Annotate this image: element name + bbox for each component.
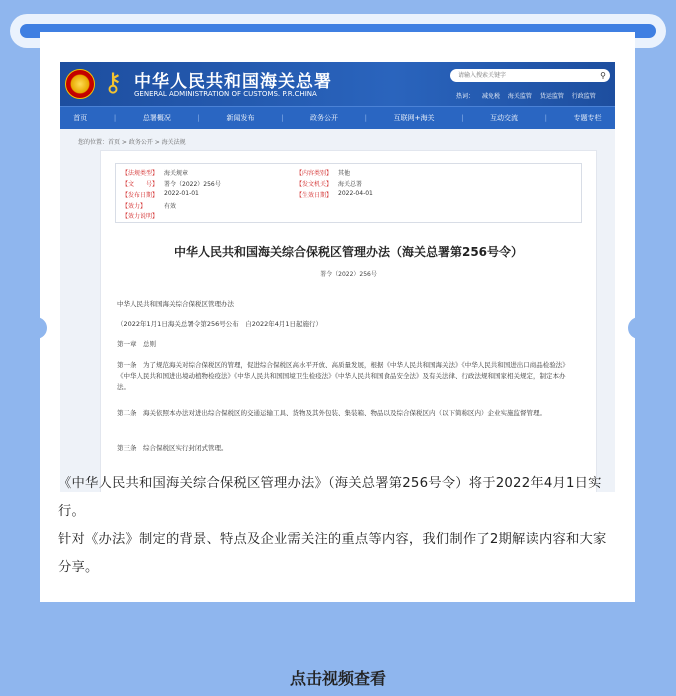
document-paragraph: 第三条 综合保税区实行封闭式管理。 — [117, 444, 228, 452]
info-row — [116, 168, 581, 178]
site-title: 中华人民共和国海关总署 — [134, 72, 332, 92]
breadcrumb: 您的位置：首页 > 政务公开 > 海关法规 — [78, 139, 186, 146]
info-row — [116, 179, 581, 189]
nav-divider: | — [197, 114, 200, 122]
search-placeholder: 请输入搜索关键字 — [458, 72, 507, 79]
info-value: 署令（2022）256号 — [164, 181, 221, 188]
document-paragraph: 中华人民共和国海关综合保税区管理办法 — [117, 300, 234, 308]
info-label: 【发布日期】 — [122, 192, 159, 199]
nav-interaction[interactable]: 互动交流 — [490, 114, 519, 122]
info-value: 2022-01-01 — [164, 190, 199, 197]
document-paragraph: 第一章 总则 — [117, 340, 156, 348]
nav-news[interactable]: 新闻发布 — [226, 114, 255, 122]
card-notch-left — [33, 317, 47, 339]
website-screenshot — [60, 62, 615, 492]
caption-line: 针对《办法》制定的背景、特点及企业需关注的重点等内容，我们制作了2期解读内容和大家分享。 — [58, 532, 607, 575]
info-label: 【内容类别】 — [296, 170, 333, 177]
info-row — [116, 190, 581, 200]
content-card — [40, 32, 635, 602]
nav-divider: | — [544, 114, 548, 122]
search-icon[interactable]: ⚲ — [600, 71, 606, 80]
nav-divider: | — [281, 114, 284, 122]
document-info-table — [115, 163, 582, 223]
hot-links-label: 热词： — [456, 93, 475, 100]
info-label: 【效力说明】 — [122, 213, 159, 220]
document-paragraph: 第二条 海关依照本办法对进出综合保税区的交通运输工具、货物及其外包装、集装箱、物品以及综合保税区内（以下简称区内）企业实施监督管理。 — [117, 409, 546, 417]
info-label: 【效力】 — [122, 203, 147, 210]
info-row — [116, 201, 581, 211]
national-emblem-icon — [65, 69, 95, 99]
site-header — [60, 62, 615, 106]
hot-links — [456, 91, 602, 100]
hot-link[interactable]: 海关监管 — [507, 93, 532, 100]
nav-divider: | — [364, 114, 367, 122]
info-value: 海关总署 — [338, 181, 363, 188]
document-title: 中华人民共和国海关综合保税区管理办法（海关总署第256号令） — [173, 245, 524, 259]
site-subtitle: GENERAL ADMINISTRATION OF CUSTOMS. P.R.CHINA — [134, 90, 317, 98]
hot-link[interactable]: 货运监管 — [539, 93, 564, 100]
search-input[interactable] — [450, 69, 610, 82]
nav-overview[interactable]: 总署概况 — [142, 114, 171, 122]
document-number: 署令（2022）256号 — [320, 271, 377, 278]
nav-internet-customs[interactable]: 互联网+海关 — [393, 114, 435, 122]
info-label: 【生效日期】 — [296, 192, 333, 199]
article-caption — [58, 470, 618, 582]
watch-video-link[interactable]: 点击视频查看 — [289, 669, 386, 688]
main-nav — [60, 106, 615, 129]
customs-key-icon: ⚷ — [103, 68, 123, 98]
info-value: 2022-04-01 — [338, 190, 373, 197]
info-row — [116, 211, 581, 221]
document-panel — [100, 150, 597, 492]
info-value: 有效 — [164, 203, 177, 210]
info-label: 【发文机关】 — [296, 181, 333, 188]
info-value: 海关规章 — [164, 170, 189, 177]
nav-divider: | — [113, 114, 117, 122]
document-paragraph: 第一条 为了规范海关对综合保税区的管理，促进综合保税区高水平开放、高质量发展，根据《中华人民共和国海关法》《中华人民共和国进出口商品检验法》《中华人民共和国进出境动植物检疫法》《中华人民共和国国境卫生检疫法》《中华人民共和国食品安全法》及有关法律、行政法规和国家相关规定，制定本办法。 — [117, 361, 569, 391]
caption-line: 《中华人民共和国海关综合保税区管理办法》（海关总署第256号令）将于2022年4月1日实行。 — [58, 476, 602, 519]
info-value: 其他 — [338, 170, 351, 177]
nav-affairs[interactable]: 政务公开 — [310, 114, 339, 122]
nav-divider: | — [461, 114, 464, 122]
nav-topics[interactable]: 专题专栏 — [573, 114, 602, 122]
info-label: 【法规类型】 — [122, 170, 159, 177]
card-notch-right — [628, 317, 642, 339]
info-label: 【文 号】 — [122, 181, 159, 188]
nav-home[interactable]: 首页 — [73, 114, 88, 122]
hot-link[interactable]: 减免税 — [481, 93, 500, 100]
hot-link[interactable]: 行政监管 — [571, 93, 596, 100]
document-paragraph: （2022年1月1日海关总署令第256号公布 自2022年4月1日起施行） — [117, 320, 323, 328]
